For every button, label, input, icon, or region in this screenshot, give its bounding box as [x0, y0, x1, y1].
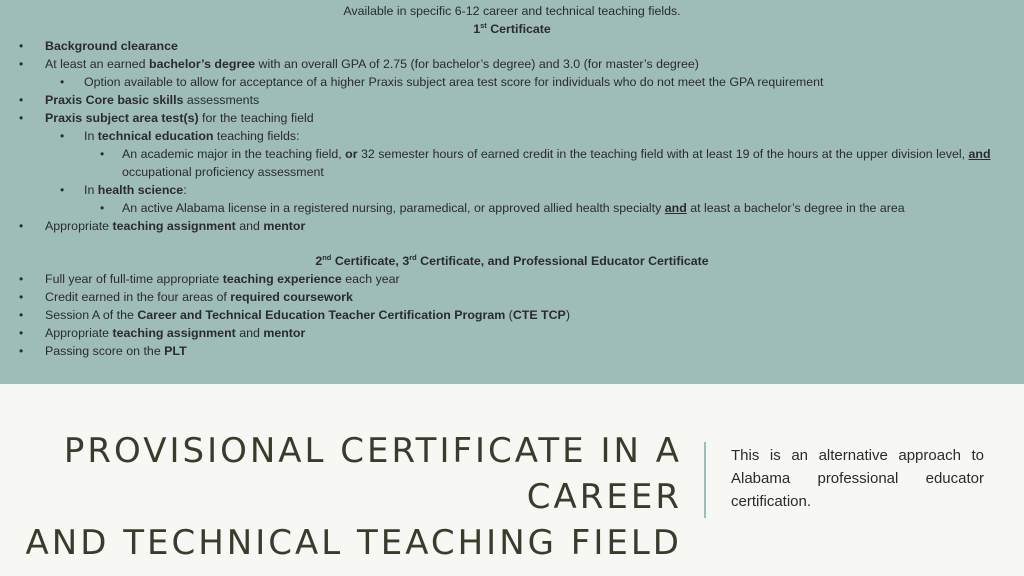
list-item: • In health science:	[60, 183, 187, 197]
bullet-icon: •	[19, 219, 24, 233]
list-item: • Appropriate teaching assignment and mentor	[19, 326, 306, 340]
bullet-icon: •	[19, 272, 24, 286]
slide-title-line-1: PROVISIONAL CERTIFICATE IN A CAREER	[63, 431, 682, 517]
slide-title	[22, 428, 682, 566]
bullet-icon: •	[19, 308, 24, 322]
list-item: • Background clearance	[19, 39, 178, 53]
list-item: • In technical education teaching fields:	[60, 129, 300, 143]
list-item: • An active Alabama license in a registered nursing, paramedical, or approved allied health specialty and at least a bachelor’s degree in the area	[100, 201, 905, 215]
list-item: • Appropriate teaching assignment and mentor	[19, 219, 306, 233]
bullet-icon: •	[19, 39, 24, 53]
bullet-icon: •	[19, 57, 24, 71]
bullet-icon: •	[60, 75, 65, 89]
second-certificate-heading: 2nd Certificate, 3rd Certificate, and Professional Educator Certificate	[315, 252, 709, 268]
availability-line: Available in specific 6-12 career and technical teaching fields.	[343, 4, 681, 18]
list-item: • Session A of the Career and Technical Education Teacher Certification Program (CTE TCP)	[19, 308, 570, 322]
list-item: • Option available to allow for acceptance of a higher Praxis subject area test score for individuals who do not meet the GPA requirement	[60, 75, 824, 89]
first-certificate-heading: 1st Certificate	[473, 20, 551, 36]
bullet-icon: •	[100, 147, 105, 161]
list-item: • An academic major in the teaching field, or 32 semester hours of earned credit in the teaching field with at least 19 of the hours at the upper division level, and occupational proficiency assessment	[100, 147, 991, 179]
bullet-icon: •	[19, 111, 24, 125]
title-divider	[704, 442, 706, 518]
list-item: • Praxis Core basic skills assessments	[19, 93, 260, 107]
bullet-icon: •	[19, 326, 24, 340]
list-item: • Full year of full-time appropriate teaching experience each year	[19, 272, 400, 286]
list-item: • Passing score on the PLT	[19, 344, 187, 358]
bullet-icon: •	[19, 290, 24, 304]
bullet-icon: •	[60, 183, 65, 197]
slide-title-line-2: AND TECHNICAL TEACHING FIELD	[25, 523, 682, 563]
bullet-icon: •	[60, 129, 65, 143]
list-item: • At least an earned bachelor’s degree with an overall GPA of 2.75 (for bachelor’s degree) and 3.0 (for master’s degree)	[19, 57, 699, 71]
first-certificate-requirements	[0, 37, 1024, 235]
bullet-icon: •	[19, 93, 24, 107]
second-certificate-requirements	[0, 270, 1024, 360]
bullet-icon: •	[100, 201, 105, 215]
list-item: • Praxis subject area test(s) for the teaching field	[19, 111, 314, 125]
bullet-icon: •	[19, 344, 24, 358]
side-description: This is an alternative approach to Alabama professional educator certification.	[731, 447, 984, 510]
list-item: • Credit earned in the four areas of required coursework	[19, 290, 353, 304]
